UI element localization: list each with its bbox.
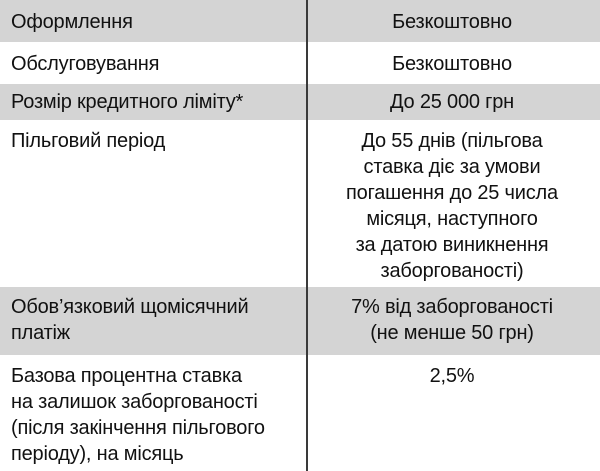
row-label (0, 42, 306, 84)
label-line: періоду), на місяць (11, 443, 184, 465)
value-line: Безкоштовно (392, 53, 512, 75)
label-line: Обов’язковий щомісячний (11, 296, 249, 318)
label-line: (після закінчення пільгового (11, 417, 265, 439)
row-label (0, 287, 306, 355)
label-line: Оформлення (11, 11, 133, 33)
value-line: До 25 000 грн (389, 91, 515, 113)
label-line: платіж (11, 322, 70, 344)
value-line: Безкоштовно (392, 11, 512, 33)
row-label (0, 120, 306, 287)
value-line: місяця, наступного (366, 208, 538, 230)
value-line: за датою виникнення (355, 234, 549, 256)
label-line: Обслуговування (11, 53, 160, 75)
value-line: заборгованості) (380, 260, 524, 282)
table-row-minimum-payment (0, 287, 600, 355)
value-line: 7% від заборгованості (351, 296, 553, 318)
table-row-service (0, 42, 600, 84)
column-divider (306, 0, 308, 471)
label-line: Розмір кредитного ліміту* (11, 91, 244, 113)
table-row-credit-limit (0, 84, 600, 120)
row-value (306, 42, 600, 84)
table-row-base-rate (0, 355, 600, 471)
table-row-grace-period (0, 120, 600, 287)
row-label (0, 0, 306, 42)
label-line: на залишок заборгованості (11, 391, 258, 413)
value-line: ставка діє за умови (363, 156, 541, 178)
value-line: (не менше 50 грн) (370, 322, 534, 344)
row-value (306, 287, 600, 355)
value-line: 2,5% (429, 365, 475, 387)
table-row-registration (0, 0, 600, 42)
row-value (306, 84, 600, 120)
label-line: Базова процентна ставка (11, 365, 242, 387)
value-line: До 55 днів (пільгова (361, 130, 543, 152)
row-value (306, 120, 600, 287)
row-label (0, 84, 306, 120)
value-line: погашення до 25 числа (346, 182, 558, 204)
label-line: Пільговий період (11, 130, 166, 152)
row-value (306, 355, 600, 471)
row-label (0, 355, 306, 471)
row-value (306, 0, 600, 42)
